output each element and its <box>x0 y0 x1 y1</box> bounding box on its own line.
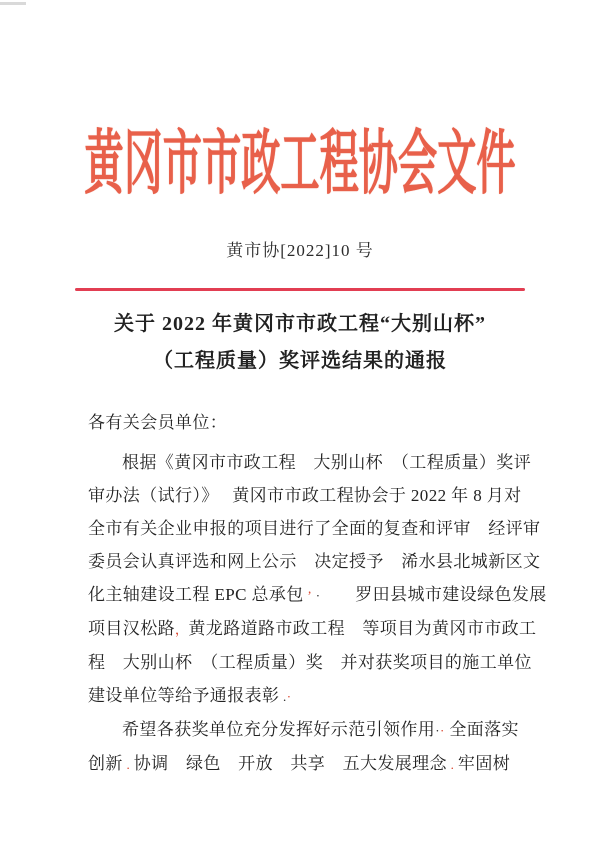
body-line <box>88 446 532 479</box>
body-text-segment: 协调 绿色 开放 共享 五大发展理念 <box>133 754 447 773</box>
body-line <box>88 512 541 545</box>
body-text-segment: 罗田县城市建设绿色发展 <box>320 585 547 604</box>
body-text-segment: 审办法（试行）》 黄冈市市政工程协会于 2022 年 8 月对 <box>88 486 522 505</box>
red-edit-mark: . <box>122 757 134 772</box>
body-text-segment: 建设单位等给予通报表彰 <box>88 686 280 705</box>
body-text-segment: 程 大别山杯 （工程质量）奖 并对获奖项目的施工单位 <box>88 653 532 672</box>
document-subject <box>0 306 600 380</box>
body-line <box>88 747 524 781</box>
body-line <box>88 646 532 679</box>
body-line <box>88 713 524 747</box>
body-line <box>88 612 537 646</box>
body-line <box>88 679 524 713</box>
red-edit-mark: · <box>286 689 292 704</box>
document-body <box>88 408 547 781</box>
body-text-segment: · <box>312 588 321 603</box>
document-number: 黄市协[2022]10 号 <box>226 241 374 260</box>
body-text-segment: 委员会认真评选和网上公示 决定授予 浠水县北城新区文 <box>88 552 541 571</box>
body-line <box>88 479 524 512</box>
body-text-segment: 黄龙路道路市政工程 等项目为黄冈市市政工 <box>188 619 537 638</box>
body-text-segment: 全面落实 <box>444 720 519 739</box>
red-edit-mark: ， <box>175 622 189 637</box>
body-text-segment: 牢固树 <box>457 754 511 773</box>
body-text-segment: . <box>279 689 287 704</box>
red-divider-line <box>75 288 525 291</box>
body-text-segment: 全市有关企业申报的项目进行了全面的复查和评审 经评审 <box>88 519 541 538</box>
scan-artifact <box>0 2 26 5</box>
body-text-segment: 化主轴建设工程 EPC 总承包 <box>88 585 304 604</box>
red-edit-mark: . <box>446 757 458 772</box>
red-edit-mark: · <box>439 723 445 738</box>
body-paragraphs <box>88 446 547 781</box>
subject-line-1: 关于 2022 年黄冈市市政工程“大别山杯” <box>114 313 486 335</box>
body-text-segment: 项目汉松路 <box>88 619 175 638</box>
salutation: 各有关会员单位： <box>88 413 228 432</box>
body-text-segment: 创新 <box>88 754 123 773</box>
body-text-segment: 希望各获奖单位充分发挥好示范引领作用 <box>122 720 436 739</box>
body-line <box>88 545 541 578</box>
subject-line-2: （工程质量）奖评选结果的通报 <box>153 350 447 372</box>
body-line <box>88 578 547 612</box>
body-text-segment: · <box>435 723 440 738</box>
body-text-segment: 根据《黄冈市市政工程 大别山杯 （工程质量）奖评 <box>122 453 532 472</box>
red-edit-mark: ʼ <box>303 588 313 603</box>
agency-header-title: 黄冈市市政工程协会文件 <box>84 126 516 203</box>
